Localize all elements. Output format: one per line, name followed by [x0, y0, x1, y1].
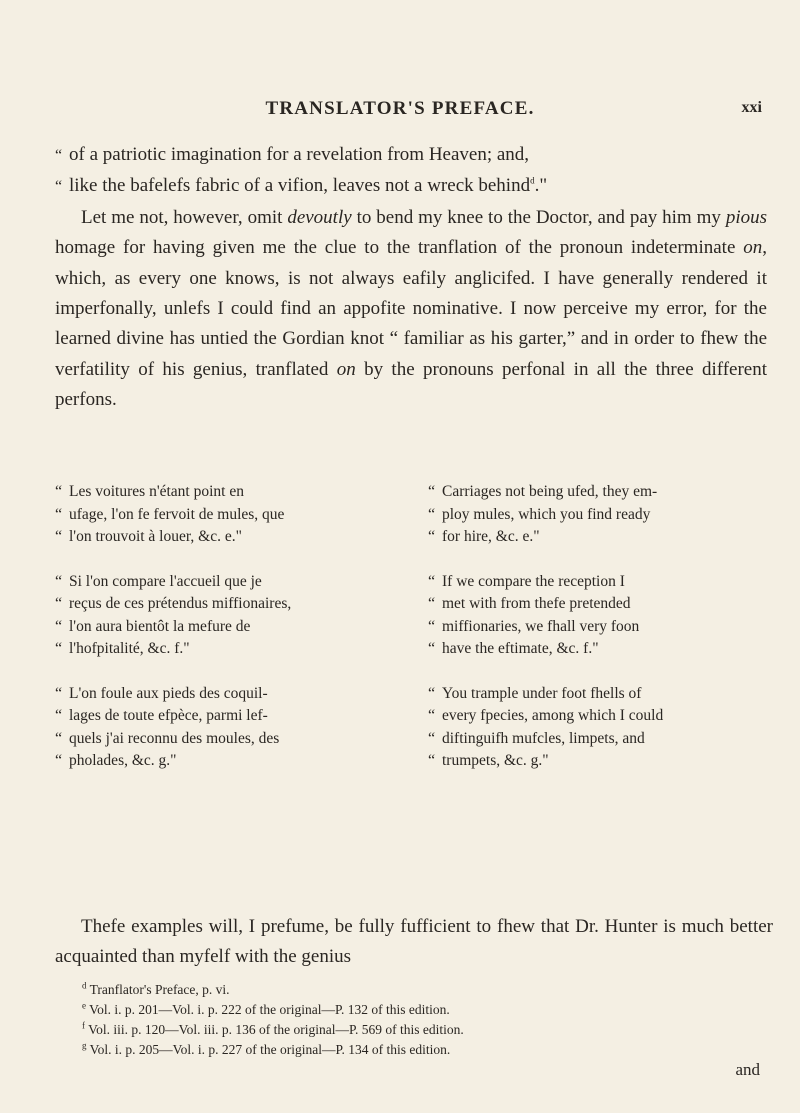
quote-line: “ ufage, l'on fe fervoit de mules, que — [55, 505, 285, 523]
footnote — [82, 1020, 762, 1040]
footnote — [82, 1000, 762, 1020]
quote-line: “ pholades, &c. g." — [55, 752, 177, 769]
quote-line: “ for hire, &c. e." — [428, 528, 540, 545]
quote-line: “ Carriages not being ufed, they em- — [428, 483, 658, 500]
quote-line: “ lages de toute efpèce, parmi lef- — [55, 707, 268, 724]
closing-paragraph — [55, 912, 773, 972]
example-pairs — [55, 481, 773, 795]
italic-word: devoutly — [287, 206, 352, 228]
text-line: like the bafelefs fabric of a vifion, leaves not a wreck behind — [69, 175, 531, 197]
quote-line: “ ploy mules, which you find ready — [428, 505, 651, 523]
quote-line: “ l'on aura bientôt la mefure de — [55, 617, 251, 635]
quote-line: “ Les voitures n'étant point en — [55, 483, 244, 500]
footnote-mark: f — [82, 1020, 85, 1031]
quote-line: “ l'on trouvoit à louer, &c. e." — [55, 528, 242, 545]
italic-word: on — [743, 237, 763, 259]
text-fragment: , which, as every one knows, is not always eafily anglicifed. I have generally rendered it imperfonally, unlefs I could find an appofite nominative. I now perceive my error, for the learned divine has untied the Gordian knot “ familiar as his garter,” and in order to fhew the verfatility of his genius, tranflated — [55, 237, 767, 380]
text-fragment: Let me not, however, omit — [81, 206, 283, 228]
footnote-ref: d — [530, 176, 535, 187]
text-line: of a patriotic imagination for a revelation from Heaven; and, — [69, 144, 530, 165]
quote-line: “ met with from thefe pretended — [428, 595, 631, 612]
french-quote — [55, 481, 400, 549]
text-fragment: by the pronouns perfonal in all the three different perfons. — [55, 358, 768, 411]
french-quote — [55, 683, 400, 773]
text-fragment: ." — [534, 175, 548, 197]
english-quote — [428, 481, 773, 549]
paragraph-main — [55, 203, 767, 416]
footnote-text: Tranflator's Preface, p. vi. — [89, 982, 230, 997]
italic-word: pious — [725, 206, 767, 228]
footnote-mark: e — [82, 1000, 86, 1011]
quote-line: “ diftinguifh mufcles, limpets, and — [428, 729, 645, 747]
footnote-mark: g — [82, 1040, 87, 1051]
quote-line: “ If we compare the reception I — [428, 572, 625, 590]
paragraph-continuation: “ of a patriotic imagination for a revelation from Heaven; and, “ like the bafelefs fabric of a vifion, leaves not a wreck behind$^d$." — [55, 144, 548, 197]
quote-line: “ l'hofpitalité, &c. f." — [55, 640, 190, 657]
quote-line: “ have the eftimate, &c. f." — [428, 640, 599, 657]
catchword: and — [735, 1060, 760, 1079]
quote-line: “ L'on foule aux pieds des coquil- — [55, 684, 268, 702]
example-pair-3 — [55, 683, 773, 773]
footnote-mark: d — [82, 980, 87, 991]
footnote-text: Vol. iii. p. 120—Vol. iii. p. 136 of the original—P. 569 of this edition. — [88, 1022, 464, 1037]
quote-line: “ quels j'ai reconnu des moules, des — [55, 729, 280, 747]
example-pair-1 — [55, 481, 773, 549]
quote-line: “ Si l'on compare l'accueil que je — [55, 572, 262, 590]
main-text — [55, 140, 767, 416]
english-quote — [428, 571, 773, 661]
english-quote — [428, 683, 773, 773]
running-header — [0, 98, 800, 128]
quote-line: “ every fpecies, among which I could — [428, 707, 664, 724]
quote-line: “ You trample under foot fhells of — [428, 684, 642, 702]
text-fragment: to bend my knee to the Doctor, and pay him my — [356, 206, 721, 228]
quote-line: “ trumpets, &c. g." — [428, 752, 549, 769]
footnote-text: Vol. i. p. 205—Vol. i. p. 227 of the original—P. 134 of this edition. — [89, 1042, 451, 1057]
running-title: TRANSLATOR'S PREFACE. — [265, 98, 535, 119]
text-fragment: homage for having given me the clue to the tranflation of the pronoun indeterminate — [55, 237, 736, 259]
quote-line: “ reçus de ces prétendus miffionaires, — [55, 595, 292, 612]
footnote — [82, 980, 762, 1000]
french-quote — [55, 571, 400, 661]
footnote-text: Vol. i. p. 201—Vol. i. p. 222 of the original—P. 132 of this edition. — [89, 1002, 450, 1017]
page-number: xxi — [741, 99, 762, 116]
paragraph-text: Thefe examples will, I prefume, be fully fufficient to fhew that Dr. Hunter is much better acquainted than myfelf with the genius — [55, 916, 773, 967]
quote-line: “ miffionaries, we fhall very foon — [428, 617, 640, 635]
footnote — [82, 1040, 762, 1060]
footnotes — [82, 980, 762, 1060]
example-pair-2 — [55, 571, 773, 661]
italic-word: on — [336, 358, 356, 380]
